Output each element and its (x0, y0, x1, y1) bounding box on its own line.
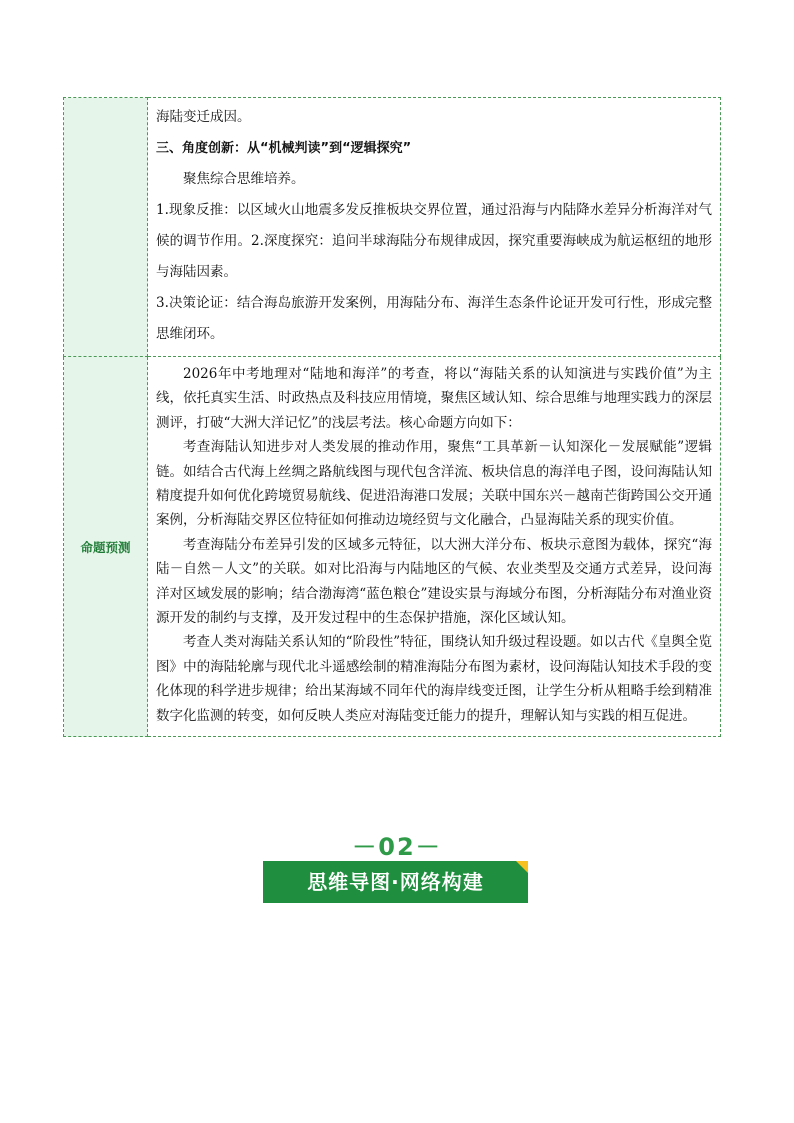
text-line: 1.现象反推：以区域火山地震多发反推板块交界位置，通过沿海与内陆降水差异分析海洋对气候的调节作用。2.深度探究：追问半球海陆分布规律成因，探究重要海峡成为航运枢纽的地形与海陆因素。 (156, 202, 712, 280)
section-number: －02－ (352, 833, 442, 861)
paragraph: 2026年中考地理对“陆地和海洋”的考查，将以“海陆关系的认知演进与实践价值”为主线，依托真实生活、时政热点及科技应用情境，聚焦区域认知、综合思维与地理实践力的深层测评，打破“大洲大洋记忆”的浅层考法。核心命题方向如下： (156, 366, 712, 431)
content-table (63, 97, 721, 737)
section-title: 思维导图·网络构建 (307, 870, 484, 894)
paragraph: 考查海陆认知进步对人类发展的推动作用，聚焦“工具革新－认知深化－发展赋能”逻辑链。如结合古代海上丝绸之路航线图与现代包含洋流、板块信息的海洋电子图，设问海陆认知精度提升如何优化跨境贸易航线、促进沿海港口发展；关联中国东兴－越南芒街跨国公交开通案例，分析海陆交界区位特征如何推动边境经贸与文化融合，凸显海陆关系的现实价值。 (156, 439, 712, 529)
section-heading: 三、角度创新：从“机械判读”到“逻辑探究” (156, 141, 412, 156)
text-line: 海陆变迁成因。 (156, 109, 251, 125)
row-label: 命题预测 (80, 540, 131, 556)
paragraph: 考查海陆分布差异引发的区域多元特征，以大洲大洋分布、板块示意图为载体，探究“海陆－自然－人文”的关联。如对比沿海与内陆地区的气候、农业类型及交通方式差异，设问海洋对区域发展的影响；结合渤海湾“蓝色粮仓”建设实景与海域分布图，分析海陆分布对渔业资源开发的制约与支撑，及开发过程中的生态保护措施，深化区域认知。 (156, 536, 712, 627)
row-label-cell (64, 98, 148, 357)
table-row (64, 98, 721, 357)
paragraph: 考查人类对海陆关系认知的“阶段性”特征，围绕认知升级过程设题。如以古代《皇舆全览图》中的海陆轮廓与现代北斗遥感绘制的精准海陆分布图为素材，设问海陆认知技术手段的变化体现的科学进步规律；给出某海域不同年代的海岸线变迁图，让学生分析从粗略手绘到精准数字化监测的转变，如何反映人类应对海陆变迁能力的提升，理解认知与实践的相互促进。 (156, 634, 712, 724)
row-content-cell (148, 357, 721, 737)
text-line: 3.决策论证：结合海岛旅游开发案例，用海陆分布、海洋生态条件论证开发可行性，形成完整思维闭环。 (156, 295, 712, 342)
section-banner (263, 861, 528, 903)
text-line: 聚焦综合思维培养。 (183, 171, 305, 187)
row-content-cell (148, 98, 721, 357)
table-row (64, 357, 721, 737)
row-label-cell (64, 357, 148, 737)
